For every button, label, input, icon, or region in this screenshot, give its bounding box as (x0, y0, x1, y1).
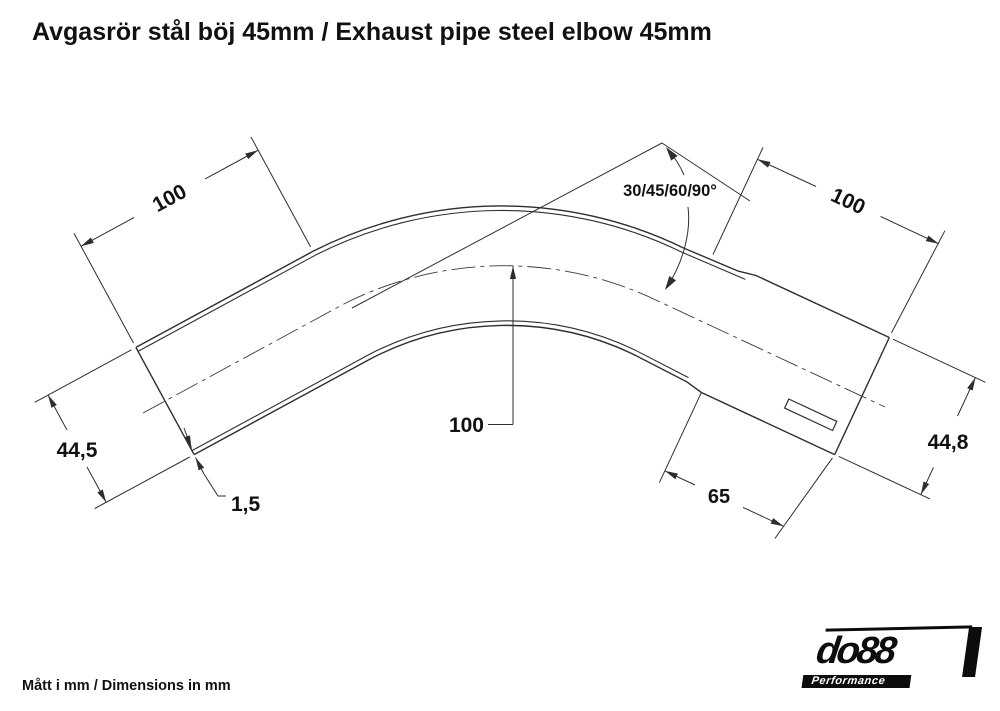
dim-radius-label: 100 (448, 414, 484, 437)
dim-right-leg-ext1 (713, 148, 763, 255)
units-note: Mått i mm / Dimensions in mm (22, 678, 231, 694)
dim-left-leg-line1 (81, 218, 134, 247)
pipe-sleeve-slot (785, 399, 837, 431)
dim-sleeve-line2 (743, 507, 784, 526)
dim-left-od-ext2 (95, 457, 190, 509)
pipe-left-end-face (136, 347, 194, 454)
dim-wall-label: 1,5 (231, 493, 261, 516)
dim-right-od-ext2 (839, 456, 930, 499)
dim-left-od (35, 350, 190, 509)
dim-angle (352, 143, 750, 308)
dim-angle-arrow-bottom (665, 276, 676, 290)
logo-tagline: Performance (802, 675, 912, 688)
do88-logo (801, 622, 983, 690)
dim-left-od-label: 44,5 (56, 439, 98, 462)
dim-left-od-line1 (48, 395, 67, 430)
dim-wall (184, 428, 226, 496)
pipe-inner-bottom-wall (192, 321, 689, 451)
dim-sleeve-line1 (665, 471, 695, 485)
dim-sleeve-label: 65 (707, 486, 731, 508)
dim-left-leg-ext1 (74, 233, 134, 343)
dim-sleeve (659, 393, 832, 539)
dim-right-od-line2 (921, 467, 934, 494)
dim-left-od-line2 (87, 467, 106, 502)
logo-wordmark: do88 (813, 630, 897, 672)
page-title: Avgasrör stål böj 45mm / Exhaust pipe steel elbow 45mm (32, 18, 712, 46)
dim-wall-leader (204, 474, 226, 496)
dim-right-od (839, 339, 986, 499)
dim-right-leg (713, 148, 945, 334)
dim-right-leg-ext2 (891, 231, 945, 333)
dim-left-leg-line2 (205, 150, 258, 179)
dim-left-leg (74, 137, 311, 343)
dim-wall-arrow-lower (196, 458, 205, 475)
dim-right-leg-label: 100 (827, 183, 869, 220)
pipe-inner-top-wall (138, 210, 745, 351)
dim-right-leg-line2 (881, 216, 939, 243)
dim-angle-vertex-line-left (352, 143, 662, 308)
dim-radius (488, 266, 513, 425)
dim-right-leg-line1 (758, 159, 817, 186)
dim-sleeve-ext1 (659, 393, 701, 483)
dim-right-od-line1 (958, 378, 976, 416)
pipe-outer-bottom-contour (194, 325, 835, 454)
dim-angle-label: 30/45/60/90° (623, 182, 717, 200)
dim-left-leg-ext2 (251, 137, 311, 247)
dim-left-leg-label: 100 (148, 180, 191, 217)
dim-right-od-ext1 (893, 339, 985, 382)
dim-left-od-ext1 (35, 350, 132, 403)
dim-right-od-label: 44,8 (927, 431, 969, 454)
